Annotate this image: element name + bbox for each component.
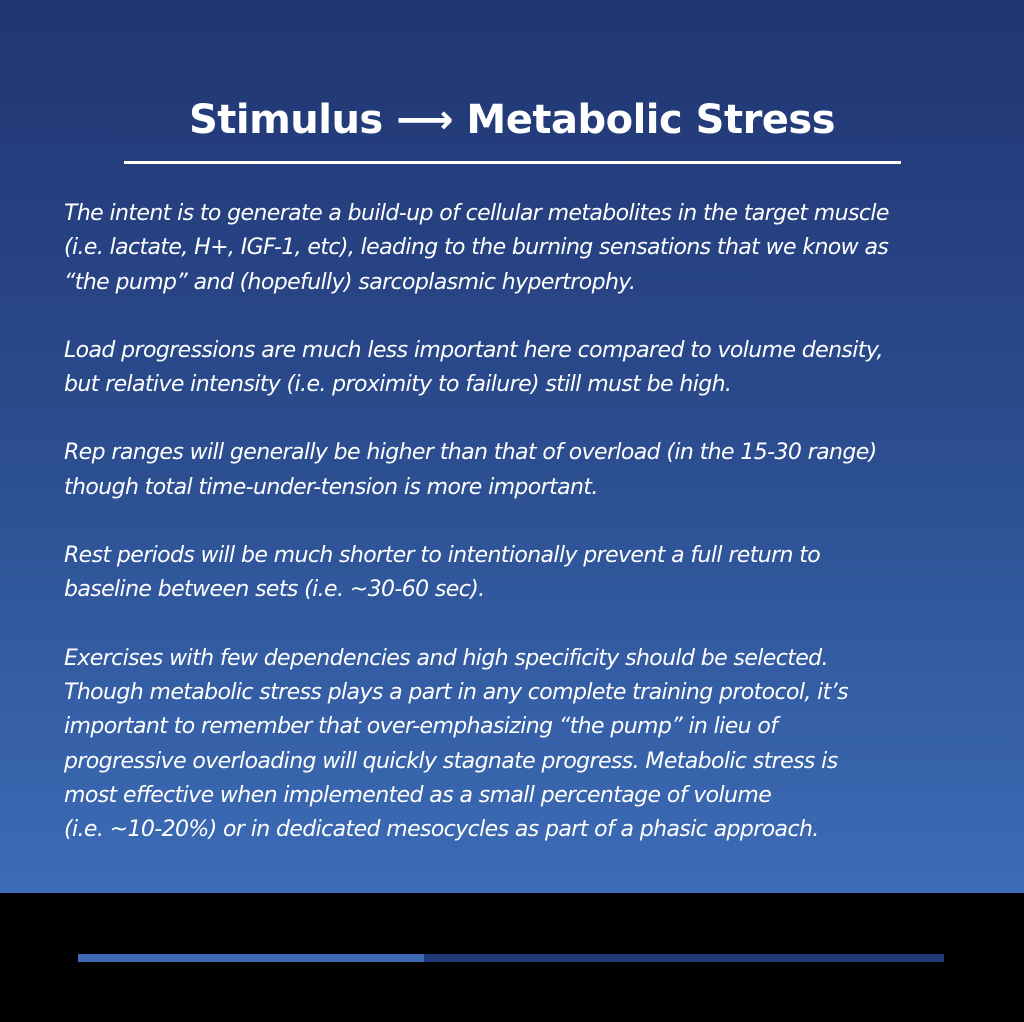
slide-progress-fill [78, 954, 424, 962]
text-line: important to remember that over-emphasizing “the pump” in lieu of [64, 714, 778, 740]
text-line: The intent is to generate a build-up of cellular metabolites in the target muscle [64, 201, 889, 226]
text-line: baseline between sets (i.e. ~30-60 sec). [64, 577, 485, 603]
paragraph-rep-ranges [64, 436, 974, 505]
text-line: Rest periods will be much shorter to intentionally prevent a full return to [64, 543, 821, 569]
text-line: Though metabolic stress plays a part in any complete training protocol, it’s [64, 679, 848, 705]
text-line: (i.e. ~10-20%) or in dedicated mesocycles as part of a phasic approach. [64, 817, 819, 843]
text-line: “the pump” and (hopefully) sarcoplasmic hypertrophy. [64, 269, 636, 295]
text-line: Exercises with few dependencies and high specificity should be selected. [64, 645, 828, 671]
text-line: (i.e. lactate, H+, IGF-1, etc), leading to the burning sensations that we know as [64, 235, 889, 261]
paragraph-intent [64, 197, 974, 300]
title-underline-divider [124, 161, 901, 164]
body-text [64, 197, 974, 847]
text-line: though total time-under-tension is more important. [64, 474, 598, 500]
paragraph-load-progressions [64, 334, 974, 403]
slide-progress-bar [78, 954, 944, 962]
text-line: but relative intensity (i.e. proximity to failure) still must be high. [64, 372, 732, 398]
text-line: Rep ranges will generally be higher than that of overload (in the 15-30 range) [64, 440, 877, 466]
paragraph-exercises [64, 642, 974, 848]
paragraph-rest-periods [64, 539, 974, 608]
page-title: Stimulus ⟶ Metabolic Stress [188, 97, 836, 143]
text-line: Load progressions are much less important here compared to volume density, [64, 337, 883, 363]
text-line: most effective when implemented as a small percentage of volume [64, 782, 772, 808]
text-line: progressive overloading will quickly stagnate progress. Metabolic stress is [64, 748, 838, 774]
